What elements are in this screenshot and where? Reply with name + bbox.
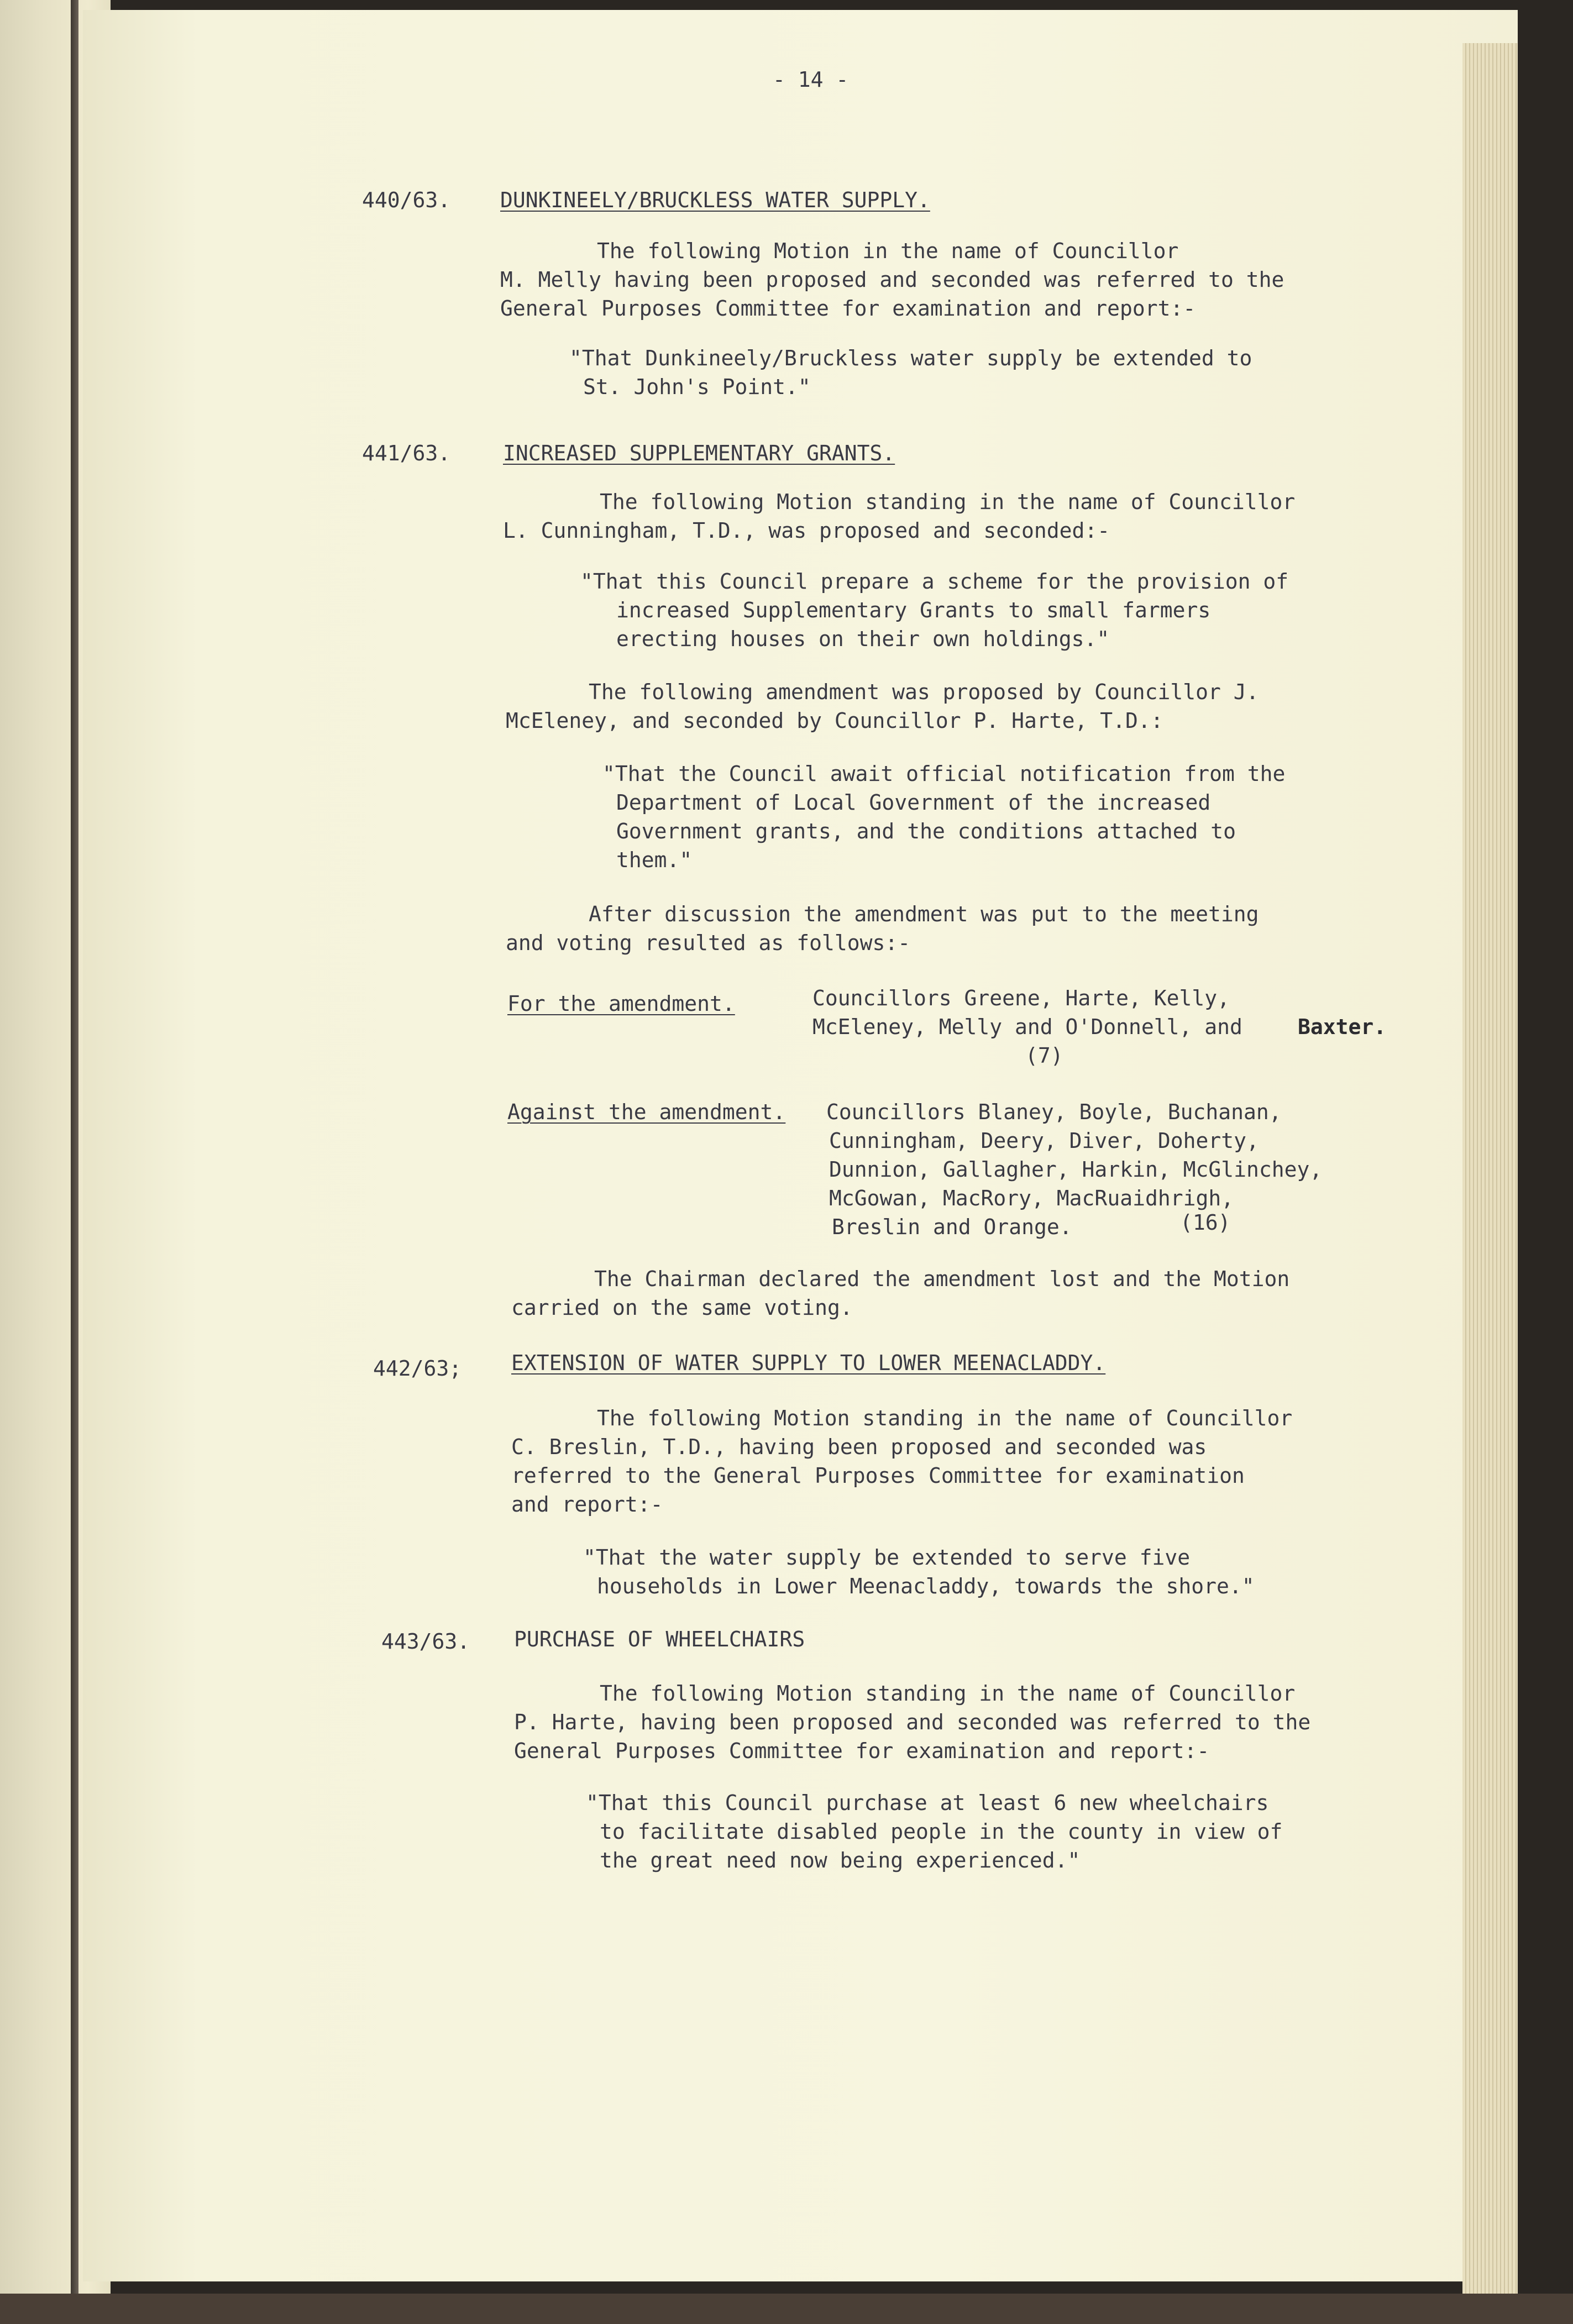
paragraph-line: P. Harte, having been proposed and seconded was referred to the — [514, 1710, 1311, 1734]
item-heading: INCREASED SUPPLEMENTARY GRANTS. — [503, 441, 895, 465]
paragraph-line: The following Motion standing in the name of Councillor — [597, 1406, 1293, 1430]
paragraph-line: and report:- — [511, 1492, 663, 1517]
book-spine — [71, 0, 78, 2324]
amendment-quote-line: them." — [616, 848, 693, 872]
quote-line: to facilitate disabled people in the county in view of — [600, 1819, 1283, 1844]
against-voters-line: McGowan, MacRory, MacRuaidhrigh, — [829, 1186, 1234, 1210]
paragraph-line: L. Cunningham, T.D., was proposed and seconded:- — [503, 518, 1110, 543]
paragraph-line: The following Motion in the name of Councillor — [597, 239, 1179, 263]
discussion-line: After discussion the amendment was put to the meeting — [589, 902, 1259, 926]
against-voters-line: Breslin and Orange. — [832, 1215, 1072, 1239]
against-voters-line: Cunningham, Deery, Diver, Doherty, — [829, 1129, 1259, 1153]
quote-line: "That this Council purchase at least 6 new wheelchairs — [586, 1791, 1269, 1815]
paragraph-line: General Purposes Committee for examination and report:- — [500, 296, 1196, 321]
for-vote-count: (7) — [1025, 1043, 1063, 1068]
amendment-quote-line: Government grants, and the conditions attached to — [616, 819, 1236, 843]
quote-line: the great need now being experienced." — [600, 1848, 1081, 1872]
item-heading: PURCHASE OF WHEELCHAIRS — [514, 1627, 805, 1651]
item-number: 441/63. — [362, 441, 451, 465]
quote-line: increased Supplementary Grants to small farmers — [616, 598, 1211, 622]
result-line: carried on the same voting. — [511, 1295, 853, 1320]
result-line: The Chairman declared the amendment lost and the Motion — [594, 1267, 1290, 1291]
item-number: 440/63. — [362, 188, 451, 212]
against-vote-count: (16) — [1180, 1210, 1231, 1235]
for-voters-extra: Baxter. — [1298, 1015, 1387, 1039]
page-edges — [1462, 43, 1518, 2304]
paragraph-line: referred to the General Purposes Committee for examination — [511, 1463, 1245, 1488]
paragraph-line: M. Melly having been proposed and seconded was referred to the — [500, 267, 1284, 292]
for-voters-line: McEleney, Melly and O'Donnell, and — [812, 1015, 1242, 1039]
quote-line: "That Dunkineely/Bruckless water supply be extended to — [569, 346, 1252, 370]
item-heading: EXTENSION OF WATER SUPPLY TO LOWER MEENACLADDY. — [511, 1351, 1106, 1375]
item-heading: DUNKINEELY/BRUCKLESS WATER SUPPLY. — [500, 188, 930, 212]
quote-line: "That the water supply be extended to serve five — [583, 1545, 1191, 1570]
for-voters-line: Councillors Greene, Harte, Kelly, — [812, 986, 1230, 1010]
against-amendment-label: Against the amendment. — [507, 1100, 786, 1124]
item-number: 442/63; — [373, 1356, 462, 1381]
quote-line: households in Lower Meenacladdy, towards the shore." — [597, 1574, 1255, 1598]
quote-line: St. John's Point." — [583, 375, 811, 399]
amendment-line: McEleney, and seconded by Councillor P. Harte, T.D.: — [506, 709, 1163, 733]
amendment-quote-line: Department of Local Government of the increased — [616, 790, 1211, 815]
amendment-line: The following amendment was proposed by Councillor J. — [589, 680, 1259, 704]
paragraph-line: C. Breslin, T.D., having been proposed and seconded was — [511, 1435, 1207, 1459]
bottom-band — [0, 2294, 1573, 2324]
against-voters-line: Dunnion, Gallagher, Harkin, McGlinchey, — [829, 1157, 1323, 1182]
paragraph-line: General Purposes Committee for examination and report:- — [514, 1739, 1210, 1763]
against-voters-line: Councillors Blaney, Boyle, Buchanan, — [826, 1100, 1282, 1124]
amendment-quote-line: "That the Council await official notification from the — [602, 762, 1286, 786]
quote-line: "That this Council prepare a scheme for the provision of — [580, 569, 1289, 594]
item-number: 443/63. — [381, 1629, 470, 1654]
page-number: - 14 - — [773, 67, 849, 92]
for-amendment-label: For the amendment. — [507, 991, 735, 1016]
paragraph-line: The following Motion standing in the name of Councillor — [600, 1681, 1296, 1706]
quote-line: erecting houses on their own holdings." — [616, 627, 1110, 651]
discussion-line: and voting resulted as follows:- — [506, 931, 911, 955]
paragraph-line: The following Motion standing in the name of Councillor — [600, 490, 1296, 514]
